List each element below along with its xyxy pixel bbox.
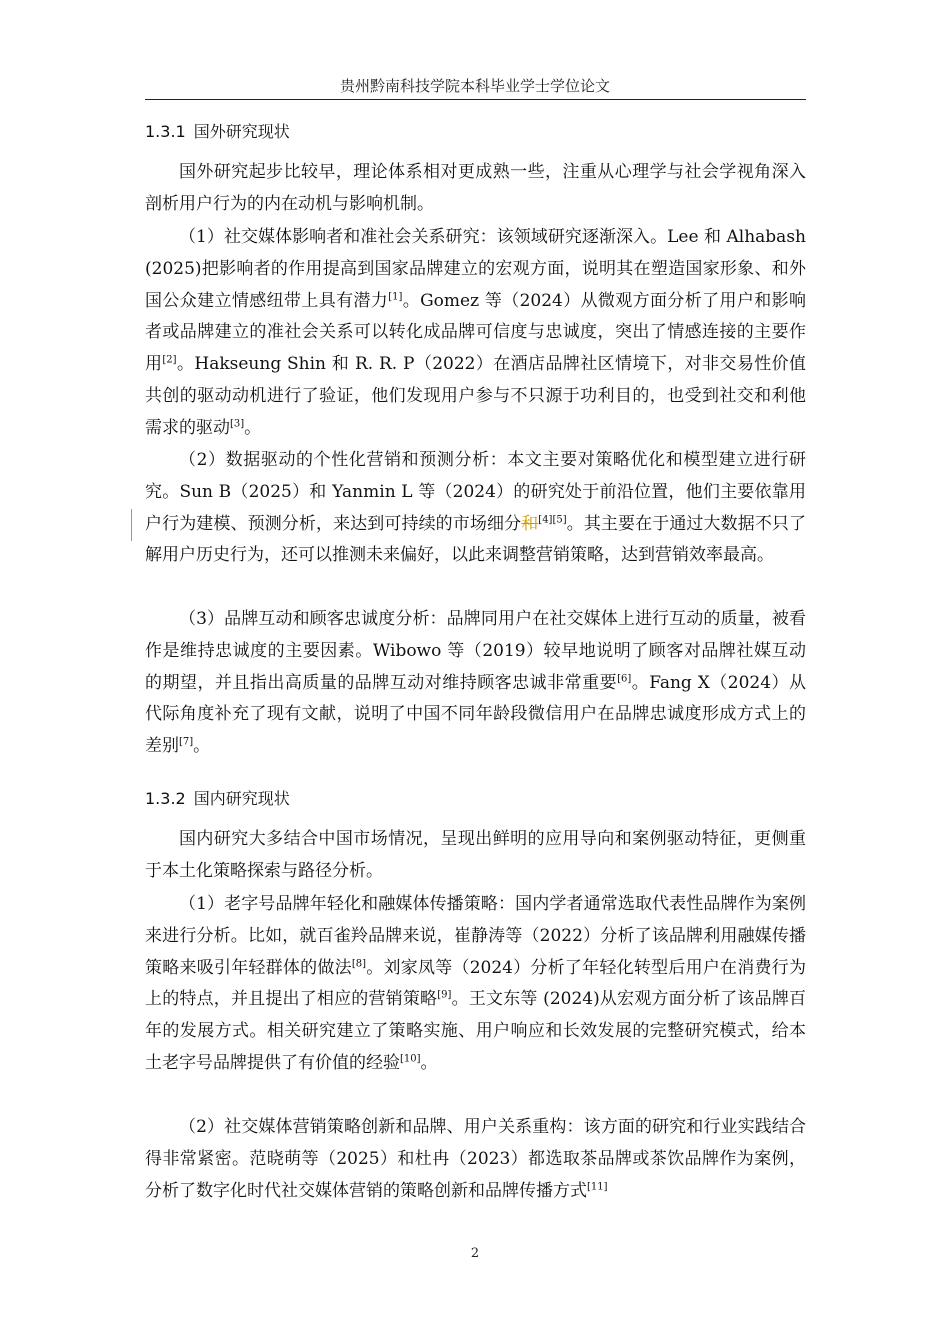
paragraph-foreign-data-driven: （2）数据驱动的个性化营销和预测分析：本文主要对策略优化和模型建立进行研究。Sun B（2025）和 Yanmin L 等（2024）的研究处于前沿位置，他们主要依靠用户行为建模、预测分析，来达到可持续的市场细分和[4][5]。其主要在于通过大数据不只了解用户历史行为，还可以推测未来偏好，以此来调整营销策略，达到营销效率最高。 [145, 450, 807, 566]
section-heading-domestic [145, 789, 290, 809]
section-number: 1.3.1 [145, 122, 186, 141]
paragraph-domestic-intro: 国内研究大多结合中国市场情况，呈现出鲜明的应用导向和案例驱动特征，更侧重于本土化策略探索与路径分析。 [145, 829, 806, 881]
paragraph-domestic-heritage-brands: （1）老字号品牌年轻化和融媒体传播策略：国内学者通常选取代表性品牌作为案例来进行分析。比如，就百雀羚品牌来说，崔静涛等（2022）分析了该品牌利用融媒传播策略来吸引年轻群体的做法[8]。刘家凤等（2024）分析了年轻化转型后用户在消费行为上的特点，并且提出了相应的营销策略[9]。王文东等 (2024)从宏观方面分析了该品牌百年的发展方式。相关研究建立了策略实施、用户响应和长效发展的完整研究模式，给本土老字号品牌提供了有价值的经验[10]。 [145, 894, 807, 1073]
header-rule [145, 99, 806, 100]
paragraph-domestic-social-media: （2）社交媒体营销策略创新和品牌、用户关系重构：该方面的研究和行业实践结合得非常紧密。范晓萌等（2025）和杜冉（2023）都选取茶品牌或茶饮品牌作为案例，分析了数字化时代社交媒体营销的策略创新和品牌传播方式[11] [145, 1117, 806, 1201]
tracked-deletion: 和 [521, 513, 539, 534]
paragraph-foreign-brand-interaction: （3）品牌互动和顾客忠诚度分析：品牌同用户在社交媒体上进行互动的质量，被看作是维持忠诚度的主要因素。Wibowo 等（2019）较早地说明了顾客对品牌社媒互动的期望，并且指出高质量的品牌互动对维持顾客忠诚非常重要[6]。Fang X（2024）从代际角度补充了现有文献，说明了中国不同年龄段微信用户在品牌忠诚度形成方式上的差别[7]。 [145, 609, 806, 757]
citation: [9] [437, 989, 452, 1001]
citation: [11] [587, 1180, 608, 1192]
section-title: 国内研究现状 [193, 789, 290, 808]
paragraph-foreign-intro: 国外研究起步比较早，理论体系相对更成熟一些，注重从心理学与社会学视角深入剖析用户行为的内在动机与影响机制。 [145, 162, 806, 214]
running-header: 贵州黔南科技学院本科毕业学士学位论文 [339, 77, 610, 95]
citation: [7] [179, 736, 194, 748]
citation: [4][5] [538, 513, 567, 525]
page-number: 2 [470, 1246, 480, 1261]
section-title: 国外研究现状 [193, 122, 290, 141]
citation: [1] [388, 290, 403, 302]
citation: [2] [162, 354, 177, 366]
paragraph-foreign-influencers: （1）社交媒体影响者和准社会关系研究：该领域研究逐渐深入。Lee 和 Alhabash (2025)把影响者的作用提高到国家品牌建立的宏观方面，说明其在塑造国家形象、和外国公众建立情感纽带上具有潜力[1]。Gomez 等（2024）从微观方面分析了用户和影响者或品牌建立的准社会关系可以转化成品牌可信度与忠诚度，突出了情感连接的主要作用[2]。Hakseung Shin 和 R. R. P（2022）在酒店品牌社区情境下，对非交易性价值共创的驱动动机进行了验证，他们发现用户参与不只源于功利目的，也受到社交和利他需求的驱动[3]。 [145, 227, 807, 438]
citation: [6] [617, 672, 632, 684]
section-heading-foreign [145, 122, 290, 142]
section-number: 1.3.2 [145, 789, 186, 808]
tracked-change-bar [131, 509, 132, 541]
citation: [10] [400, 1053, 421, 1065]
citation: [3] [230, 418, 245, 430]
citation: [8] [351, 957, 367, 969]
